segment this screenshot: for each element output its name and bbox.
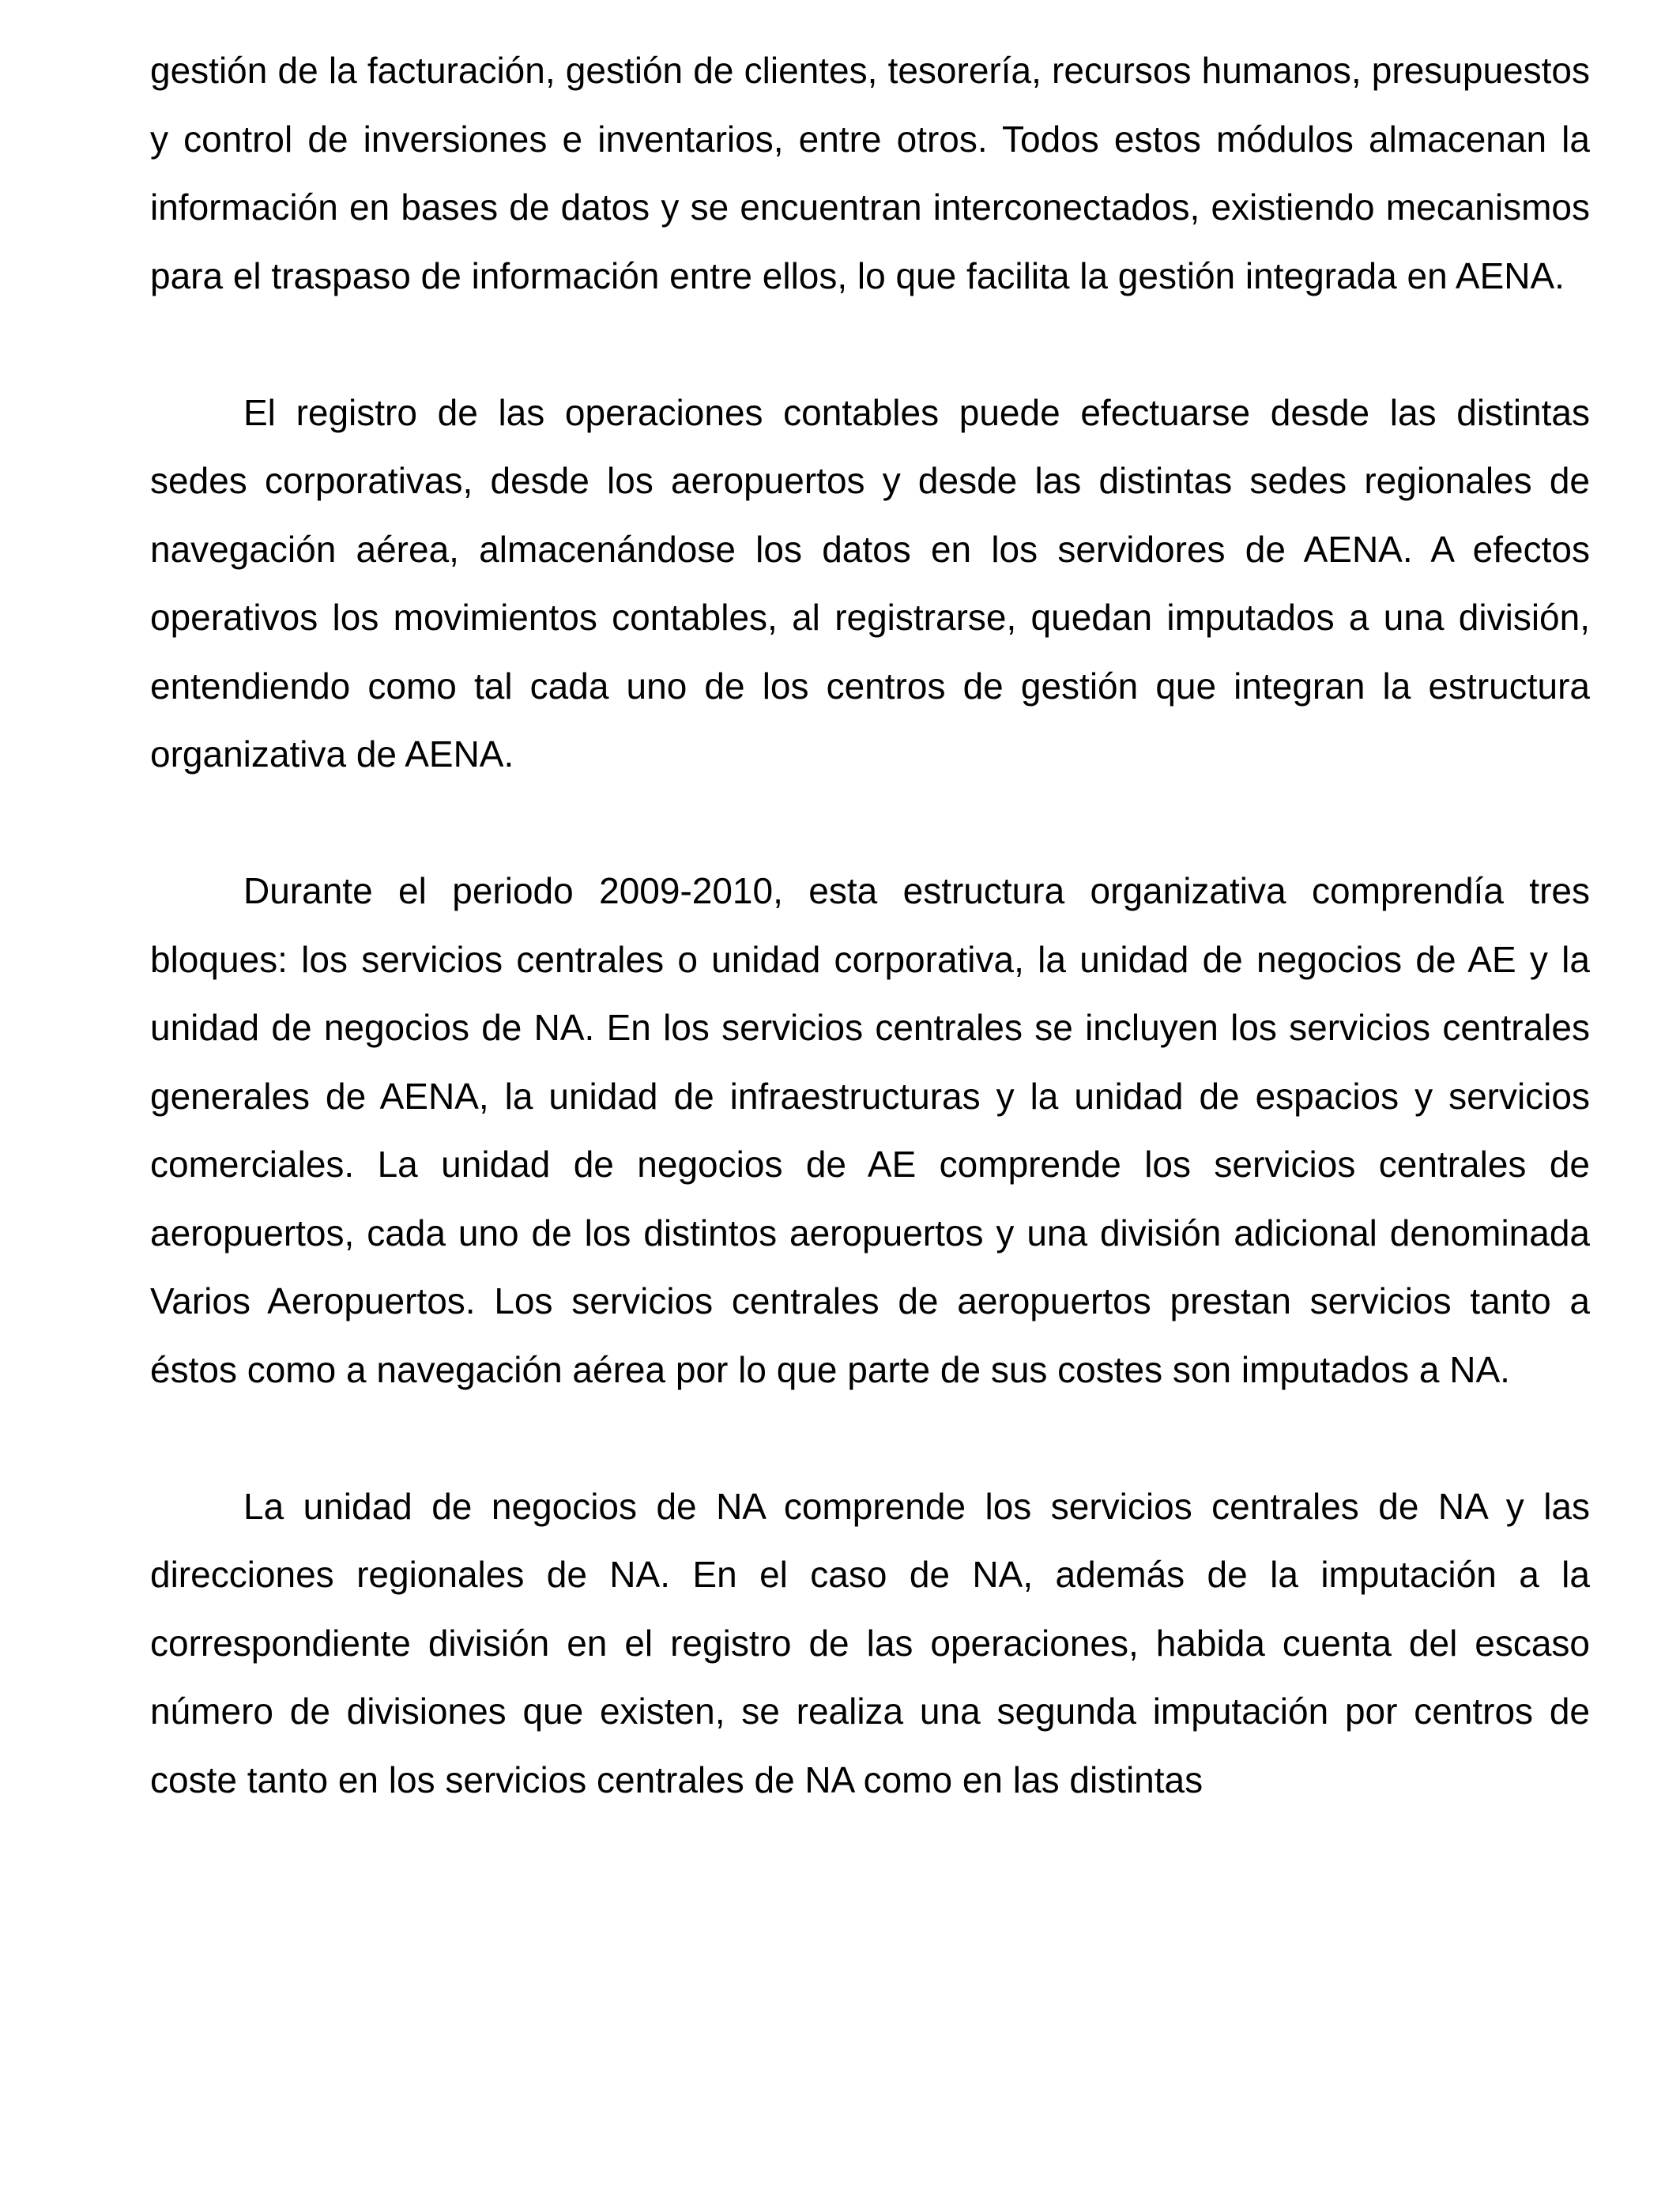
document-page [150, 36, 1590, 1814]
paragraph-unidad-negocios-na: La unidad de negocios de NA comprende los servicios centrales de NA y las direcciones regionales de NA. En el caso de NA, además de la imputación a la correspondiente división en el registro de las operaciones, habida cuenta del escaso número de divisiones que existen, se realiza una segunda imputación por centros de coste tanto en los servicios centrales de NA como en las distintas [150, 1485, 1590, 1800]
paragraph-estructura-organizativa: Durante el periodo 2009-2010, esta estructura organizativa comprendía tres bloques: los servicios centrales o unidad corporativa, la unidad de negocios de AE y la unidad de negocios de NA. En los servicios centrales se incluyen los servicios centrales generales de AENA, la unidad de infraestructuras y la unidad de espacios y servicios comerciales. La unidad de negocios de AE comprende los servicios centrales de aeropuertos, cada uno de los distintos aeropuertos y una división adicional denominada Varios Aeropuertos. Los servicios centrales de aeropuertos prestan servicios tanto a éstos como a navegación aérea por lo que parte de sus costes son imputados a NA. [150, 870, 1590, 1390]
paragraph-gap [150, 789, 1590, 858]
paragraph-gap [150, 1404, 1590, 1472]
paragraph-continuation: gestión de la facturación, gestión de clientes, tesorería, recursos humanos, presupuestos y control de inversiones e inventarios, entre otros. Todos estos módulos almacenan la información en bases de datos y se encuentran interconectados, existiendo mecanismos para el traspaso de información entre ellos, lo que facilita la gestión integrada en AENA. [150, 50, 1590, 296]
paragraph-registro-operaciones: El registro de las operaciones contables puede efectuarse desde las distintas sedes corporativas, desde los aeropuertos y desde las distintas sedes regionales de navegación aérea, almacenándose los datos en los servidores de AENA. A efectos operativos los movimientos contables, al registrarse, quedan imputados a una división, entendiendo como tal cada uno de los centros de gestión que integran la estructura organizativa de AENA. [150, 391, 1590, 775]
paragraph-gap [150, 310, 1590, 379]
